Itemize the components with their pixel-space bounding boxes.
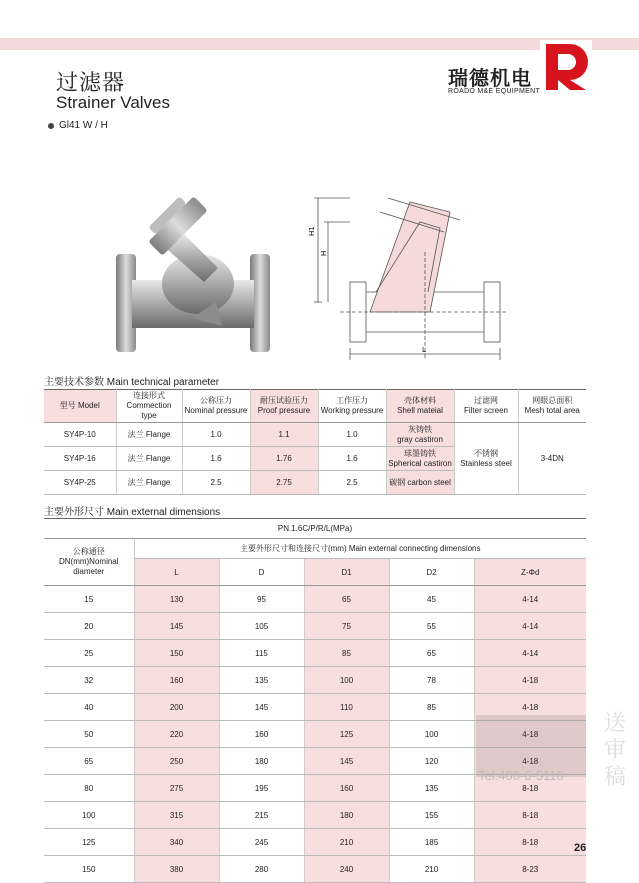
table-cell: 110	[304, 694, 389, 721]
table-cell: 135	[389, 775, 474, 802]
table-cell: 105	[219, 613, 304, 640]
column-headers: L D D1 D2 Z-Φd	[44, 559, 586, 586]
table-cell: 145	[219, 694, 304, 721]
table-cell: 45	[389, 586, 474, 613]
table-row	[44, 856, 586, 883]
table-cell: 65	[389, 640, 474, 667]
table-cell: 275	[134, 775, 219, 802]
table-cell: 185	[389, 829, 474, 856]
table-cell: 25	[44, 640, 134, 667]
watermark-side-text: 送审稿	[604, 711, 627, 790]
label-h1: H1	[308, 226, 316, 236]
label-l: L	[422, 346, 426, 354]
table-cell: 135	[219, 667, 304, 694]
table-cell: 4-14	[474, 613, 586, 640]
table-cell: 160	[134, 667, 219, 694]
table-cell: 78	[389, 667, 474, 694]
table-cell: 4-18	[474, 694, 586, 721]
table-cell: 4-14	[474, 640, 586, 667]
table-cell: 160	[219, 721, 304, 748]
table-cell: 215	[219, 802, 304, 829]
table-row	[44, 829, 586, 856]
table-cell: 120	[389, 748, 474, 775]
table-cell: 315	[134, 802, 219, 829]
table-cell: 160	[304, 775, 389, 802]
dn-header: 公称通径 DN(mm)Nominal diameter	[44, 539, 134, 586]
table-row	[44, 613, 586, 640]
model-line	[48, 120, 108, 131]
table-cell: 380	[134, 856, 219, 883]
span-header: 主要外形尺寸和连接尺寸(mm) Main external connecting dimensions	[134, 539, 586, 559]
table-cell: 180	[304, 802, 389, 829]
table-cell: 195	[219, 775, 304, 802]
table-cell: 80	[44, 775, 134, 802]
table-cell: 100	[389, 721, 474, 748]
table-cell: 130	[134, 586, 219, 613]
table-cell: 210	[304, 829, 389, 856]
table-cell: 8-18	[474, 775, 586, 802]
table-row: SY4P-10 法兰 Flange 1.0 1.1 1.0 灰铸铁 gray castiron 不锈钢 Stainless steel 3-4DN	[44, 423, 586, 447]
bullet-icon	[48, 123, 54, 129]
table-row: SY4P-25 法兰 Flange 2.5 2.75 2.5 碳钢 carbon steel	[44, 471, 586, 495]
table-cell: 40	[44, 694, 134, 721]
table-cell: 85	[304, 640, 389, 667]
table-cell: 8-18	[474, 802, 586, 829]
roado-logo-icon	[540, 40, 592, 92]
model-code: Gl41 W / H	[59, 120, 108, 131]
table-cell: 50	[44, 721, 134, 748]
table-cell: 65	[44, 748, 134, 775]
brand-name-cn: 瑞德机电	[448, 66, 532, 90]
table-cell: 85	[389, 694, 474, 721]
table-cell: 8-23	[474, 856, 586, 883]
table-cell: 8-18	[474, 829, 586, 856]
table-cell: 100	[304, 667, 389, 694]
dimensions-table	[44, 518, 586, 883]
page-title-cn: 过滤器	[56, 71, 126, 96]
watermark-tel: Tel:400-6-5118	[478, 768, 564, 783]
table-cell: 150	[44, 856, 134, 883]
page-title-en: Strainer Valves	[56, 93, 171, 112]
table-cell: 55	[389, 613, 474, 640]
table-cell: 240	[304, 856, 389, 883]
pn-header: PN.1.6C/P/R/L(MPa)	[44, 519, 586, 539]
label-h: H	[320, 250, 328, 256]
table-cell: 150	[134, 640, 219, 667]
table-cell: 155	[389, 802, 474, 829]
table-cell: 250	[134, 748, 219, 775]
dims-section-title: 主要外形尺寸 Main external dimensions	[44, 507, 221, 518]
table-cell: 220	[134, 721, 219, 748]
table-cell: 4-14	[474, 586, 586, 613]
table-cell: 125	[304, 721, 389, 748]
table-cell: 125	[44, 829, 134, 856]
table-cell: 4-18	[474, 667, 586, 694]
brand-name-en: ROADO M&E EQUIPMENT	[448, 88, 541, 95]
table-cell: 200	[134, 694, 219, 721]
table-cell: 340	[134, 829, 219, 856]
table-cell: 95	[219, 586, 304, 613]
table-cell: 245	[219, 829, 304, 856]
table-cell: 180	[219, 748, 304, 775]
table-cell: 32	[44, 667, 134, 694]
table-row	[44, 586, 586, 613]
table-cell: 65	[304, 586, 389, 613]
table-cell: 15	[44, 586, 134, 613]
table-cell: 4-18	[474, 721, 586, 748]
valve-photo	[108, 196, 278, 356]
table-cell: 115	[219, 640, 304, 667]
table-cell: 4-18	[474, 748, 586, 775]
table-cell: 280	[219, 856, 304, 883]
table-cell: 100	[44, 802, 134, 829]
table-cell: 210	[389, 856, 474, 883]
table-cell: 145	[134, 613, 219, 640]
table-row	[44, 640, 586, 667]
table-cell: 145	[304, 748, 389, 775]
table-row: SY4P-16 法兰 Flange 1.6 1.76 1.6 球墨铸铁 Spherical castiron	[44, 447, 586, 471]
tech-section-title: 主要技术参数 Main technical parameter	[44, 377, 220, 388]
tech-params-table: 型号 Model 连接形式 Commection type 公称压力 Nominal pressure 耐压试验压力 Proof pressure 工作压力 Working pressure 壳体材料 Shell mateial 过滤网 Filter screen 网眼总面积 Mesh total area SY4P-10 法兰 Flange 1.0 1.1 1.0 灰铸铁 gray castiron 不锈钢 Stainless steel 3-4DN SY4P-16 法兰 Flange 1.6 1.76 1.6 球墨铸铁 Spherical castiron SY4P-25 法兰 Flange 2.5 2.75 2.5 碳钢 carbon steel	[44, 389, 586, 495]
dimension-drawing	[310, 192, 510, 362]
table-row	[44, 667, 586, 694]
table-row	[44, 802, 586, 829]
table-cell: 20	[44, 613, 134, 640]
table-cell: 75	[304, 613, 389, 640]
page-number: 26	[574, 842, 587, 854]
brand-logo-block	[440, 54, 600, 102]
